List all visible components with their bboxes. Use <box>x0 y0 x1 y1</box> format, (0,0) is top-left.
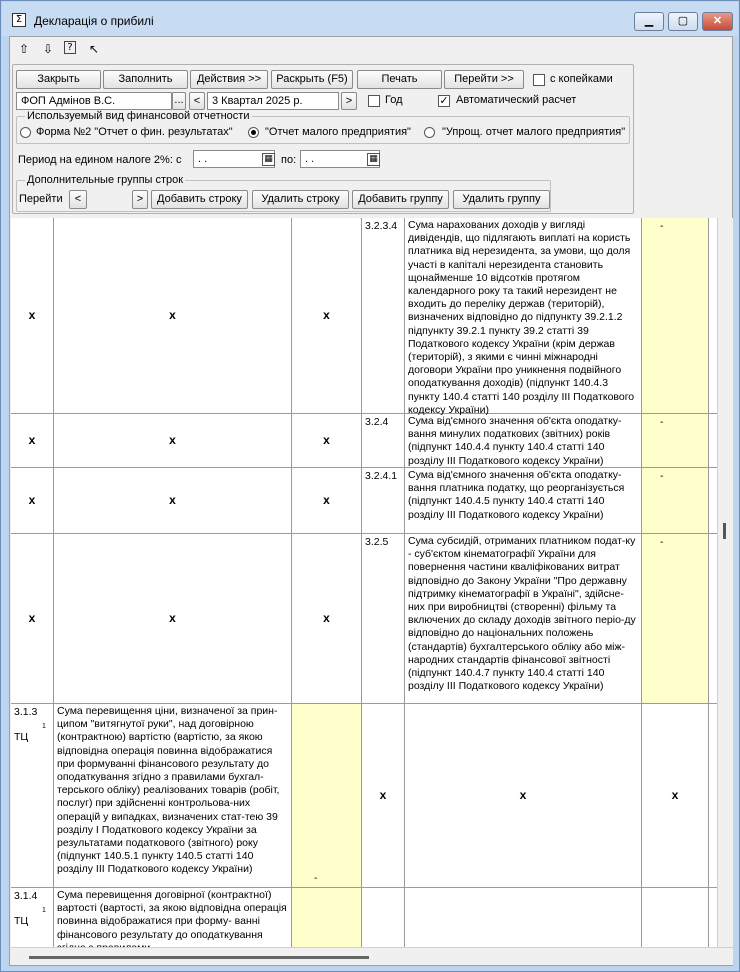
row-description: Сума перевищення договірної (контрактної) вартості (вартості, за якою відповідна операція повинна відображатися при форму- ванні фінансового результату до оподаткування <box>54 888 292 958</box>
period-next-button[interactable]: > <box>341 92 357 110</box>
tax-period-to-label: по: <box>281 154 297 166</box>
x-cell: x <box>11 468 54 533</box>
row-code: 3.1.4 <box>14 890 38 902</box>
report-type-radio-form2[interactable] <box>20 127 31 138</box>
title-bar[interactable] <box>2 2 738 36</box>
calendar-from-icon[interactable]: ▦ <box>262 153 275 166</box>
value-cell[interactable]: - <box>642 414 709 467</box>
extra-groups-title: Дополнительные группы строк <box>27 174 184 186</box>
add-group-button[interactable]: Добавить группу <box>352 190 449 209</box>
value-cell[interactable] <box>292 704 362 887</box>
x-cell: x <box>642 704 709 887</box>
report-type-group <box>16 110 630 144</box>
print-button[interactable]: Печать <box>357 70 442 89</box>
report-type-label-form2: Форма №2 "Отчет о фин. результатах" <box>36 126 233 138</box>
x-cell: x <box>292 414 362 467</box>
delete-row-button[interactable]: Удалить строку <box>252 190 349 209</box>
extra-prev-button[interactable]: < <box>69 190 87 209</box>
entity-select-button[interactable]: ... <box>172 92 186 110</box>
fill-button[interactable]: Заполнить <box>103 70 188 89</box>
value-cell[interactable]: - <box>642 534 709 703</box>
table-row <box>11 414 717 468</box>
auto-calc-checkbox[interactable]: ✓ <box>439 94 449 107</box>
up-icon[interactable]: ⇧ <box>18 42 30 56</box>
row-code: 3.2.4 <box>362 414 405 467</box>
period-field[interactable]: 3 Квартал 2025 р. <box>207 92 339 110</box>
row-description: Сума від'ємного значення об'єкта оподатку-вання платника податку, що реорганізується (підпункт 140.4.5 пункту 140.4 статті 140 розділу III Податкового кодексу України) <box>405 468 642 533</box>
row-description: Сума від'ємного значення об'єкта оподатку-вання минулих податкових (звітних) років (підпункт 140.4.4 пункту 140.4 статті 140 розділу III Податкового кодексу України) <box>405 414 642 467</box>
close-button[interactable]: Закрыть <box>16 70 101 89</box>
options-panel <box>12 64 634 214</box>
value-cell[interactable]: - <box>642 468 709 533</box>
report-type-label-simplified: "Упрощ. отчет малого предприятия" <box>442 126 626 138</box>
calendar-to-icon[interactable]: ▦ <box>367 153 380 166</box>
extra-next-button[interactable]: > <box>132 190 148 209</box>
row-tc-label: ТЦ <box>14 731 29 744</box>
row-code: 3.2.3.4 <box>362 218 405 413</box>
vertical-scrollbar[interactable] <box>717 218 733 947</box>
row-code-cell <box>11 704 54 887</box>
value-cell[interactable]: - <box>642 218 709 413</box>
horizontal-scroll-thumb[interactable] <box>29 956 369 959</box>
x-cell: x <box>54 534 292 703</box>
minimize-icon: ▁ <box>644 15 654 27</box>
auto-calc-label: Автоматический расчет <box>456 94 577 106</box>
row-code: 3.1.3 <box>14 706 38 718</box>
x-cell: x <box>54 414 292 467</box>
row-tc-label: ТЦ <box>14 915 29 928</box>
pointer-help-icon[interactable]: ↖ <box>88 42 100 56</box>
add-row-button[interactable]: Добавить строку <box>151 190 248 209</box>
table-row <box>11 534 717 704</box>
row-superscript: 1 <box>42 723 46 730</box>
close-window-button[interactable] <box>702 12 733 31</box>
row-superscript: 1 <box>42 907 46 914</box>
row-description: Сума субсидій, отриманих платником подат-ку - суб'єктом кінематографії України для повернення частини кваліфікованих витрат відповідно до Закону України "Про державну підтримку кінематографії в Україні", здійсне-них при виробництві (створенні) фільму та включених до складу доходів звітного періо-ду відповідно до національних положень (стандартів) бухгалтерського обліку або між-народних стандартів фінансової звітності (підпункт 140.4.7 пункту 140.4 статті 140 розділу III Податкового кодексу України) <box>405 534 642 703</box>
table-row <box>11 704 717 888</box>
table-row <box>11 218 717 414</box>
horizontal-scrollbar[interactable] <box>11 947 733 965</box>
report-type-radio-small[interactable] <box>248 127 259 138</box>
tax-period-to-field[interactable]: . . <box>300 150 380 168</box>
x-cell: x <box>292 218 362 413</box>
value-dash: - <box>314 871 318 884</box>
minimize-button[interactable] <box>634 12 664 31</box>
table-row <box>11 468 717 534</box>
x-cell: x <box>362 704 405 887</box>
maximize-icon: ▢ <box>677 15 689 27</box>
report-type-label-small: "Отчет малого предприятия" <box>265 126 411 138</box>
row-code: 3.2.4.1 <box>362 468 405 533</box>
row-description: Сума нарахованих доходів у вигляді дивідендів, що підлягають виплаті на користь платника від нерезидента, за умови, що доля участі в капіталі нерезидента становить щонайменше 10 відсотків протягом календарного року та такий нерезидент не входить до переліку держав (територій), визначених відповідно до підпункту 39.2.1.2 підпункту 39.2.1 пункту 39.2 статті 39 Податкового кодексу України (крім держав (територій), з якими є чинні міжнародні договори України про уникнення подвійного оподаткування доходів) (підпункт 140.4.3 пункту 140.4 статті 140 розділу III Податкового кодексу України) <box>405 218 642 413</box>
vertical-scroll-thumb[interactable] <box>723 523 726 539</box>
window-title: Декларація о прибилі <box>34 14 154 28</box>
tax-period-from-label: Период на едином налоге 2%: с <box>18 154 182 166</box>
year-label: Год <box>385 94 403 106</box>
extra-goto-label: Перейти <box>19 193 63 205</box>
row-description: Сума перевищення ціни, визначеної за прин-ципом "витягнутої руки", над договірною (контрактною) вартістю (вартістю, за якою відповідна операція повинна відображатися при формуванні фінансового результату до оподаткування згідно з правилами бухгал-терського обліку) реалізованих товарів (робіт, послуг) при здійсненні контрольова-них операцій у випадках, визначених стат-тею 39 розділу I Податкового кодексу України за результатами податкового (звітного) року (підпункт 140.5.1 пункту 140.5 статті 140 розділу III Податкового кодексу України) <box>54 704 292 887</box>
with-copies-checkbox[interactable] <box>533 74 545 86</box>
x-cell: x <box>54 468 292 533</box>
with-copies-label: с копейками <box>550 73 613 85</box>
x-cell: x <box>54 218 292 413</box>
report-type-title: Используемый вид финансовой отчетности <box>27 110 250 122</box>
maximize-button[interactable] <box>668 12 698 31</box>
x-cell: x <box>11 218 54 413</box>
declaration-grid <box>11 218 717 947</box>
down-icon[interactable]: ⇩ <box>42 42 54 56</box>
x-cell: x <box>292 468 362 533</box>
close-icon: ✕ <box>712 15 723 27</box>
report-type-radio-simplified[interactable] <box>424 127 435 138</box>
app-sigma-icon: Σ <box>12 13 26 27</box>
tax-period-from-field[interactable]: . . <box>193 150 275 168</box>
help-icon[interactable]: ? <box>64 41 76 54</box>
x-cell: x <box>11 534 54 703</box>
row-code: 3.2.5 <box>362 534 405 703</box>
x-cell: x <box>11 414 54 467</box>
x-cell: x <box>292 534 362 703</box>
entity-field[interactable]: ФОП Адмінов В.С. <box>16 92 172 110</box>
x-cell: x <box>405 704 642 887</box>
period-prev-button[interactable]: < <box>189 92 205 110</box>
client-area <box>9 36 733 966</box>
goto-button[interactable]: Перейти >> <box>444 70 524 89</box>
year-checkbox[interactable] <box>368 95 380 107</box>
delete-group-button[interactable]: Удалить группу <box>453 190 550 209</box>
actions-button[interactable]: Действия >> <box>190 70 268 89</box>
extra-groups-panel <box>16 174 551 212</box>
recalc-button[interactable]: Раскрыть (F5) <box>271 70 353 89</box>
